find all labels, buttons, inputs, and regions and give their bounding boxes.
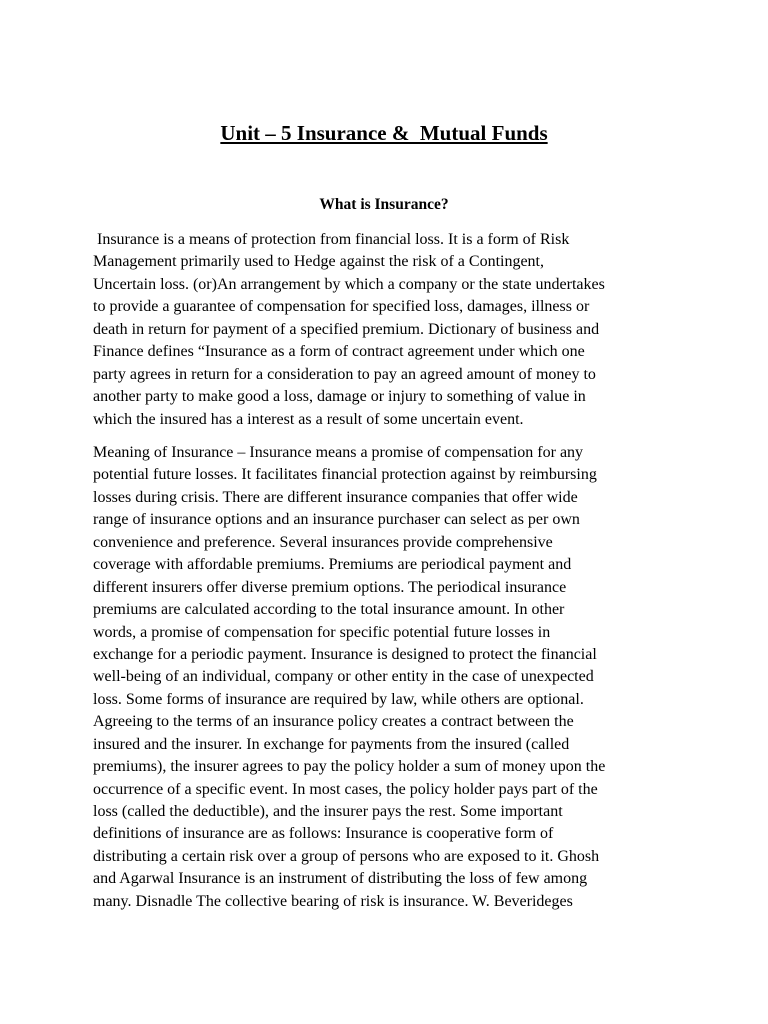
paragraph-line: range of insurance options and an insurance purchaser can select as per own [93, 511, 580, 529]
paragraph-line: exchange for a periodic payment. Insurance is designed to protect the financial [93, 645, 597, 663]
paragraph-line: words, a promise of compensation for specific potential future losses in [93, 623, 551, 641]
paragraph-definition [93, 229, 733, 431]
paragraph-line: premiums are calculated according to the total insurance amount. In other [93, 601, 565, 619]
paragraph-meaning [93, 442, 733, 913]
paragraph-line: many. Disnadle The collective bearing of risk is insurance. W. Beverideges [93, 892, 573, 910]
paragraph-line: losses during crisis. There are different insurance companies that offer wide [93, 488, 578, 506]
document-title: Unit – 5 Insurance & Mutual Funds [220, 121, 548, 145]
paragraph-line: another party to make good a loss, damage or injury to something of value in [93, 388, 586, 406]
paragraph-line: distributing a certain risk over a group of persons who are exposed to it. Ghosh [93, 847, 600, 865]
section-heading: What is Insurance? [319, 196, 449, 213]
paragraph-line: insured and the insurer. In exchange for payments from the insured (called [93, 735, 570, 753]
paragraph-line: occurrence of a specific event. In most cases, the policy holder pays part of the [93, 780, 598, 798]
paragraph-line: premiums), the insurer agrees to pay the policy holder a sum of money upon the [93, 758, 606, 776]
paragraph-line: potential future losses. It facilitates financial protection against by reimbursing [93, 466, 597, 484]
paragraph-line: death in return for payment of a specified premium. Dictionary of business and [93, 320, 600, 338]
paragraph-line: party agrees in return for a consideration to pay an agreed amount of money to [93, 365, 596, 383]
paragraph-line: loss. Some forms of insurance are required by law, while others are optional. [93, 690, 584, 708]
paragraph-line: different insurers offer diverse premium options. The periodical insurance [93, 578, 567, 596]
paragraph-line: Finance defines “Insurance as a form of contract agreement under which one [93, 343, 585, 361]
paragraph-line: and Agarwal Insurance is an instrument of distributing the loss of few among [93, 870, 588, 888]
paragraph-line: Meaning of Insurance – Insurance means a promise of compensation for any [93, 444, 584, 461]
paragraph-line: loss (called the deductible), and the insurer pays the rest. Some important [93, 803, 563, 820]
paragraph-line: Management primarily used to Hedge against the risk of a Contingent, [93, 253, 544, 271]
paragraph-line: Uncertain loss. (or)An arrangement by which a company or the state undertakes [93, 275, 605, 293]
paragraph-line: Insurance is a means of protection from financial loss. It is a form of Risk [93, 231, 570, 248]
paragraph-line: Agreeing to the terms of an insurance policy creates a contract between the [93, 713, 574, 731]
paragraph-line: definitions of insurance are as follows: Insurance is cooperative form of [93, 825, 554, 843]
paragraph-line: convenience and preference. Several insurances provide comprehensive [93, 533, 553, 551]
paragraph-line: which the insured has a interest as a result of some uncertain event. [93, 410, 524, 428]
paragraph-line: to provide a guarantee of compensation for specified loss, damages, illness or [93, 298, 590, 316]
paragraph-line: coverage with affordable premiums. Premiums are periodical payment and [93, 556, 572, 574]
paragraph-line: well-being of an individual, company or other entity in the case of unexpected [93, 668, 594, 686]
